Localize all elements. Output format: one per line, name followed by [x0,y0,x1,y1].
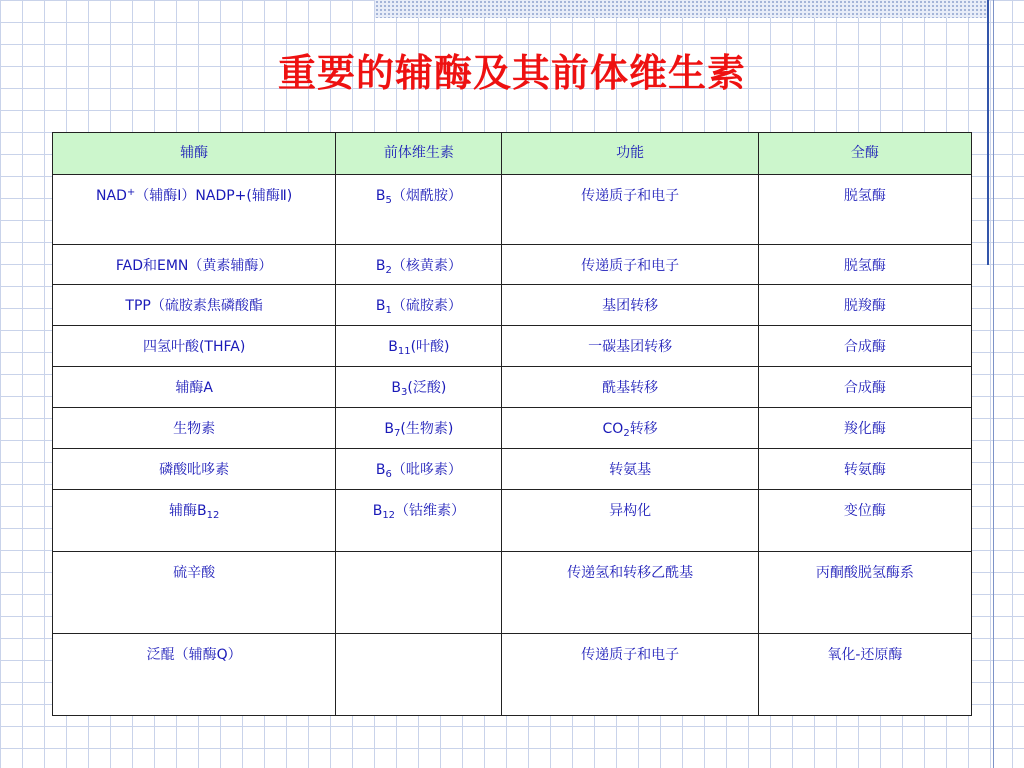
cell-text: 基团转移 [602,298,659,314]
header-function: 功能 [502,133,758,175]
cell-text: B [375,298,386,314]
subscript: 2 [623,428,630,439]
function-cell [502,175,758,245]
holoenzyme-cell: 丙酮酸脱氢酶系 [758,552,971,634]
subscript: 12 [206,510,220,521]
cell-text: B [375,258,386,274]
function-cell [502,367,758,408]
holoenzyme-cell: 脱氢酶 [758,175,971,245]
cell-text: 生物素 [173,421,216,437]
cell-text-suffix: （核黄素） [391,258,462,274]
vitamin-cell [336,408,502,449]
cell-text-suffix: （钴维素） [395,503,466,519]
cell-text: B [388,339,398,355]
cell-text: 转氨基 [609,462,652,478]
coenzyme-cell [53,245,336,285]
function-cell [502,285,758,326]
table-row [53,449,972,490]
right-thin-rule [993,0,994,768]
cell-text: 辅酶A [175,380,213,396]
header-holoenzyme: 全酶 [758,133,971,175]
cell-text-suffix: （硫胺素） [391,298,462,314]
table-row [53,408,972,449]
cell-text: B [384,421,395,437]
coenzyme-cell [53,490,336,552]
cell-text-suffix: （烟酰胺） [391,188,462,204]
cell-text: 硫辛酸 [173,565,216,581]
slide-title: 重要的辅酶及其前体维生素 [277,50,746,95]
cell-text-suffix: （吡哆素） [391,462,462,478]
holoenzyme-cell: 羧化酶 [758,408,971,449]
vitamin-cell [336,367,502,408]
subscript: 2 [385,265,392,276]
coenzyme-cell [53,367,336,408]
cell-text: TPP（硫胺素焦磷酸酯 [125,298,263,314]
coenzyme-cell [53,634,336,716]
function-cell [502,490,758,552]
subscript: 5 [385,195,392,206]
cell-text: B [372,503,383,519]
function-cell [502,326,758,367]
cell-text: B [375,462,386,478]
function-cell [502,634,758,716]
table-row [53,552,972,634]
table-row [53,367,972,408]
cell-text: CO [602,421,624,437]
header-coenzyme: 辅酶 [53,133,336,175]
coenzyme-cell [53,449,336,490]
coenzyme-cell [53,326,336,367]
holoenzyme-cell: 脱羧酶 [758,285,971,326]
function-cell [502,552,758,634]
coenzyme-cell [53,175,336,245]
cell-text-suffix: (叶酸) [410,339,450,355]
cell-text-suffix: 转移 [629,421,658,437]
cell-text: B [391,380,402,396]
holoenzyme-cell: 脱氢酶 [758,245,971,285]
table-row [53,490,972,552]
coenzyme-cell [53,408,336,449]
right-accent-rule [987,0,989,265]
holoenzyme-cell: 氧化-还原酶 [758,634,971,716]
cell-text-suffix: （辅酶Ⅰ）NADP+(辅酶Ⅱ) [135,188,293,204]
header-precursor-vitamin: 前体维生素 [336,133,502,175]
cell-text-suffix: (生物素) [400,421,454,437]
cell-text: NAD [96,188,127,204]
holoenzyme-cell: 合成酶 [758,326,971,367]
table-row [53,326,972,367]
cell-text: 酰基转移 [602,380,659,396]
table-row [53,245,972,285]
cell-text: 辅酶B [168,503,207,519]
subscript: 7 [394,428,401,439]
vitamin-cell [336,552,502,634]
cell-text: 四氢叶酸(THFA) [142,339,246,355]
vitamin-cell [336,634,502,716]
superscript: + [126,187,136,198]
coenzyme-cell [53,285,336,326]
subscript: 12 [382,510,396,521]
coenzyme-vitamin-table [52,132,972,716]
subscript: 3 [401,387,408,398]
top-decorative-band [375,0,988,18]
holoenzyme-cell: 变位酶 [758,490,971,552]
cell-text: 一碳基团转移 [588,339,673,355]
cell-text: B [375,188,386,204]
vitamin-cell [336,245,502,285]
vitamin-cell [336,326,502,367]
cell-text: 传递质子和电子 [581,188,680,204]
cell-text: 泛醌（辅酶Q） [146,647,242,663]
vitamin-cell [336,490,502,552]
table-row [53,285,972,326]
function-cell [502,245,758,285]
table-row [53,175,972,245]
holoenzyme-cell: 合成酶 [758,367,971,408]
cell-text: 传递氢和转移乙酰基 [567,565,694,581]
vitamin-cell [336,175,502,245]
cell-text: 传递质子和电子 [581,258,680,274]
subscript: 6 [385,469,392,480]
cell-text: 异构化 [609,503,652,519]
table-row [53,634,972,716]
cell-text-suffix: (泛酸) [407,380,447,396]
function-cell [502,408,758,449]
vitamin-cell [336,449,502,490]
function-cell [502,449,758,490]
cell-text: 传递质子和电子 [581,647,680,663]
vitamin-cell [336,285,502,326]
cell-text: 磷酸吡哆素 [159,462,230,478]
holoenzyme-cell: 转氨酶 [758,449,971,490]
coenzyme-cell [53,552,336,634]
subscript: 1 [385,305,392,316]
cell-text: FAD和EMN（黄素辅酶） [115,258,273,274]
subscript: 11 [397,346,411,357]
table-header-row [53,133,972,175]
